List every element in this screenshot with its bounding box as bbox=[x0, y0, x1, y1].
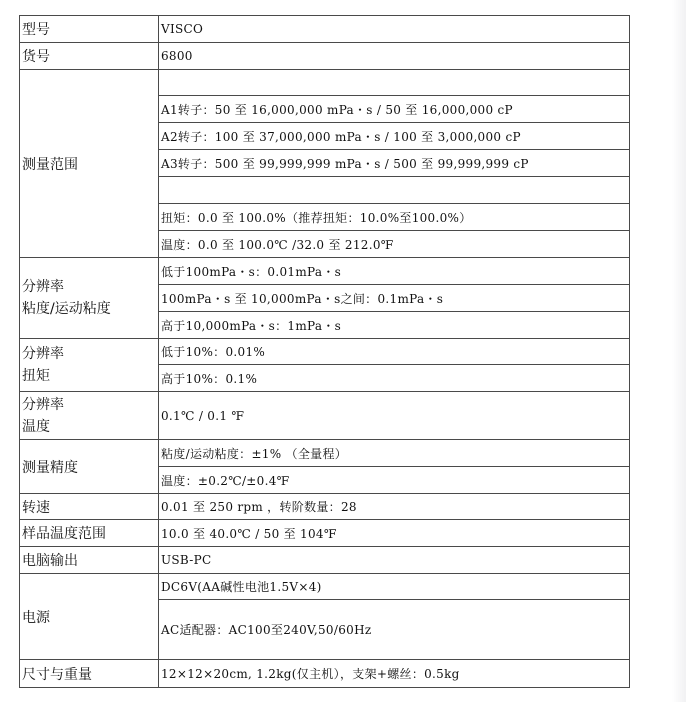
label-sample-temp: 样品温度范围 bbox=[20, 520, 159, 547]
label-res-viscosity-line1: 分辨率 bbox=[22, 279, 64, 295]
row-speed bbox=[20, 494, 630, 520]
row-res-temp bbox=[20, 392, 630, 440]
label-model: 型号 bbox=[20, 16, 159, 43]
res-visc-high: 高于10,000mPa・s：1mPa・s bbox=[159, 312, 630, 339]
range-torque: 扭矩：0.0 至 100.0%（推荐扭矩：10.0%至100.0%） bbox=[159, 204, 630, 231]
range-a2: A2转子：100 至 37,000,000 mPa・s / 100 至 3,000,000 cP bbox=[159, 123, 630, 150]
label-res-viscosity-line2: 粘度/运动粘度 bbox=[22, 301, 111, 317]
label-res-viscosity bbox=[20, 258, 159, 339]
value-pc-output: USB-PC bbox=[159, 547, 630, 574]
label-res-temp-line2: 温度 bbox=[22, 418, 50, 435]
power-battery: DC6V(AA碱性电池1.5V×4) bbox=[159, 574, 630, 600]
right-edge-shade bbox=[672, 0, 686, 702]
res-visc-low: 低于100mPa・s：0.01mPa・s bbox=[159, 258, 630, 285]
accuracy-temp: 温度：±0.2℃/±0.4℉ bbox=[159, 467, 630, 494]
range-a1: A1转子：50 至 16,000,000 mPa・s / 50 至 16,000,000 cP bbox=[159, 96, 630, 123]
label-res-torque-line2: 扭矩 bbox=[22, 368, 50, 384]
res-temp-value: 0.1℃ / 0.1 ℉ bbox=[159, 392, 630, 440]
res-torque-high: 高于10%：0.1% bbox=[159, 365, 630, 392]
label-power: 电源 bbox=[20, 574, 159, 660]
label-res-torque bbox=[20, 339, 159, 392]
row-item-no bbox=[20, 43, 630, 70]
label-res-temp-line1: 分辨率 bbox=[22, 396, 64, 413]
res-torque-low: 低于10%：0.01% bbox=[159, 339, 630, 365]
value-sample-temp: 10.0 至 40.0℃ / 50 至 104℉ bbox=[159, 520, 630, 547]
label-accuracy: 测量精度 bbox=[20, 440, 159, 494]
row-size-weight bbox=[20, 660, 630, 688]
range-temp: 温度：0.0 至 100.0℃ /32.0 至 212.0℉ bbox=[159, 231, 630, 258]
res-visc-mid: 100mPa・s 至 10,000mPa・s之间：0.1mPa・s bbox=[159, 285, 630, 312]
value-model: VISCO bbox=[159, 16, 630, 43]
row-range-blank-top bbox=[20, 70, 630, 96]
row-power-battery bbox=[20, 574, 630, 600]
row-res-visc-low bbox=[20, 258, 630, 285]
label-measure-range: 测量范围 bbox=[20, 70, 159, 258]
accuracy-visc: 粘度/运动粘度：±1% （全量程） bbox=[159, 440, 630, 467]
label-res-temp bbox=[20, 392, 159, 440]
label-size-weight: 尺寸与重量 bbox=[20, 660, 159, 688]
label-speed: 转速 bbox=[20, 494, 159, 520]
row-res-torque-low bbox=[20, 339, 630, 365]
value-speed: 0.01 至 250 rpm ，转阶数量：28 bbox=[159, 494, 630, 520]
range-blank-mid bbox=[159, 177, 630, 204]
row-pc-output bbox=[20, 547, 630, 574]
value-size-weight: 12×12×20cm, 1.2kg(仅主机），支架+螺丝：0.5kg bbox=[159, 660, 630, 688]
power-adapter: AC适配器：AC100至240V,50/60Hz bbox=[159, 600, 630, 660]
range-blank-top bbox=[159, 70, 630, 96]
label-item-no: 货号 bbox=[20, 43, 159, 70]
label-res-torque-line1: 分辨率 bbox=[22, 346, 64, 362]
range-a3: A3转子：500 至 99,999,999 mPa・s / 500 至 99,999,999 cP bbox=[159, 150, 630, 177]
row-sample-temp bbox=[20, 520, 630, 547]
spec-table bbox=[19, 15, 630, 688]
label-pc-output: 电脑输出 bbox=[20, 547, 159, 574]
row-model bbox=[20, 16, 630, 43]
value-item-no: 6800 bbox=[159, 43, 630, 70]
row-accuracy-visc bbox=[20, 440, 630, 467]
